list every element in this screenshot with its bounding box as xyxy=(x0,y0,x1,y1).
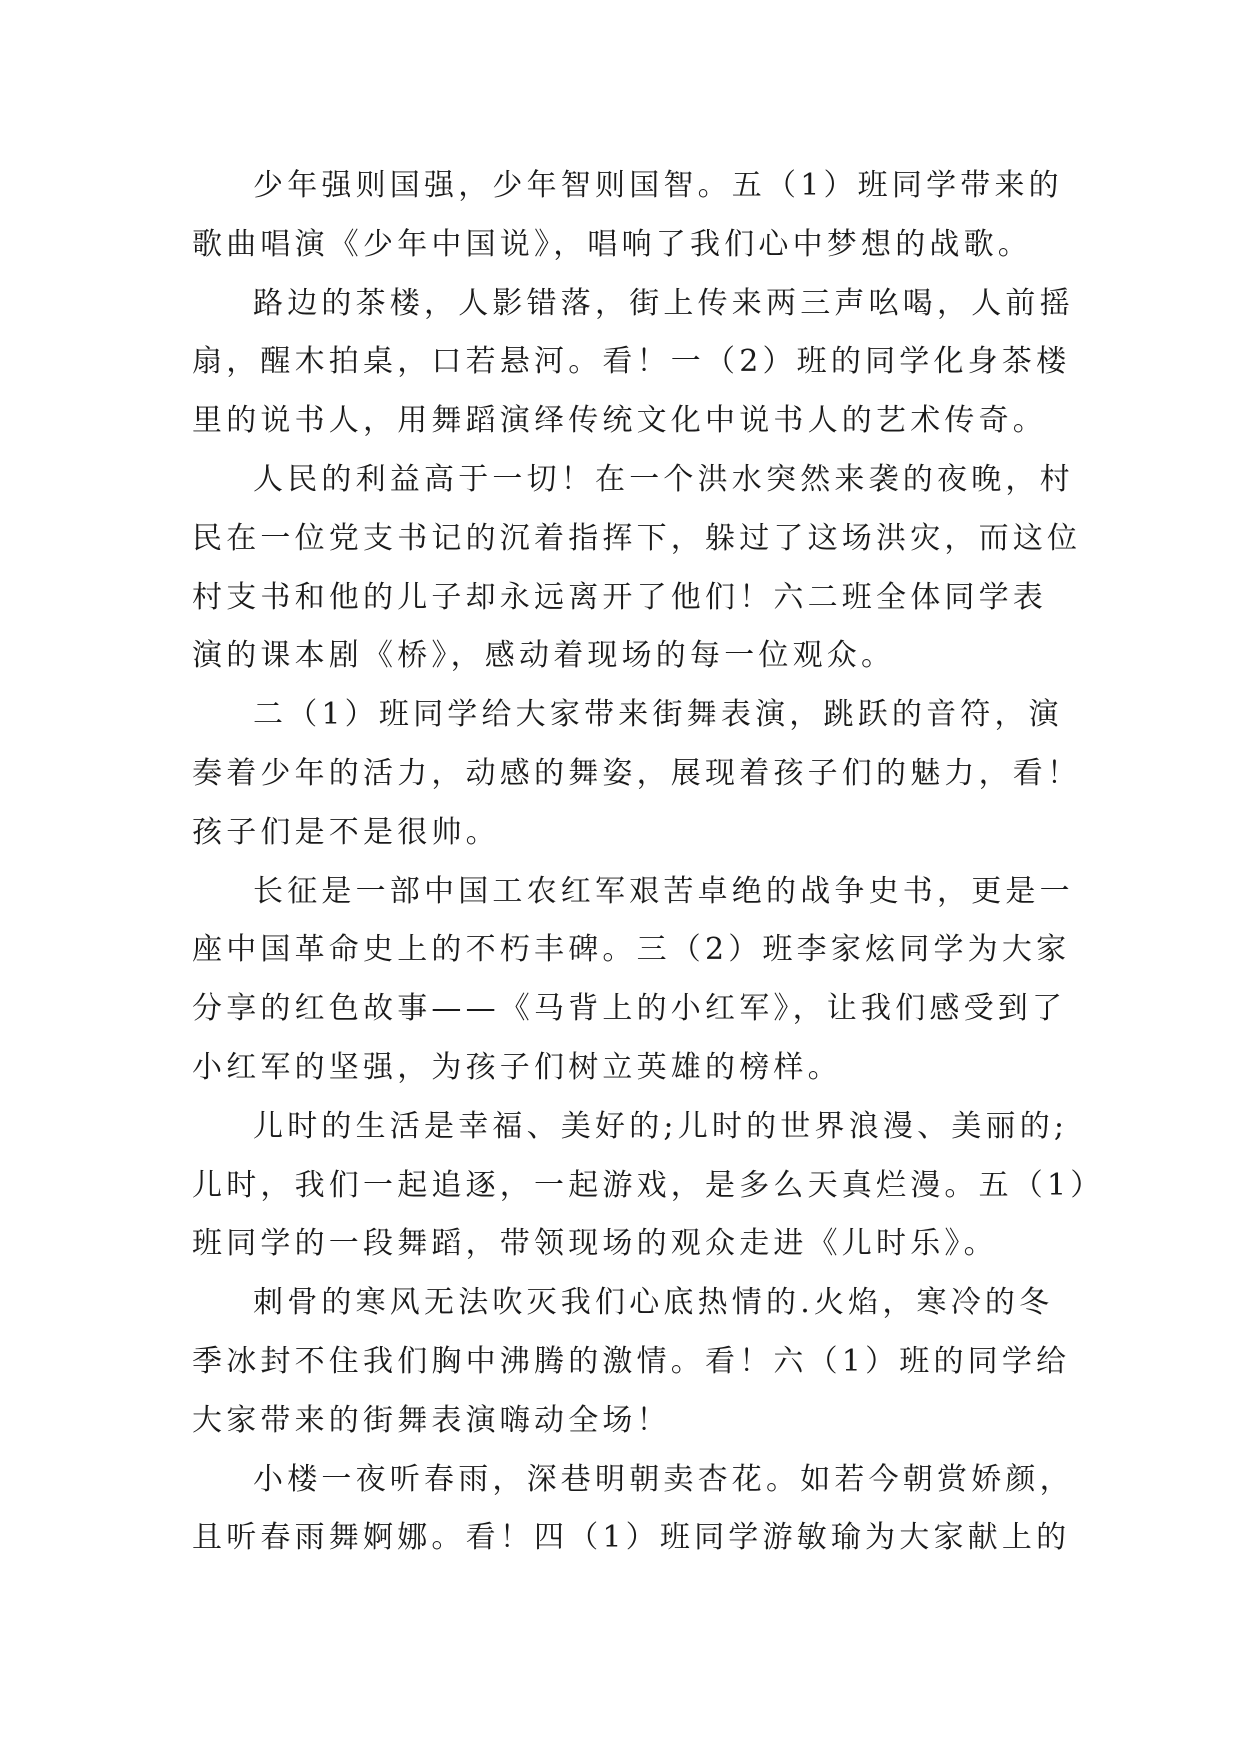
paragraph-6-line-2: 儿时，我们一起追逐，一起游戏，是多么天真烂漫。五（1） xyxy=(192,1167,1105,1203)
paragraph-1-line-1: 少年强则国强，少年智则国智。五（1）班同学带来的 xyxy=(253,168,1063,203)
paragraph-5-line-3: 分享的红色故事——《马背上的小红军》，让我们感受到了 xyxy=(192,991,1067,1027)
paragraph-4-line-3: 孩子们是不是很帅。 xyxy=(192,814,500,850)
paragraph-7-line-2: 季冰封不住我们胸中沸腾的激情。看！六（1）班的同学给 xyxy=(192,1343,1071,1379)
paragraph-3-line-2: 民在一位党支书记的沉着指挥下，躲过了这场洪灾，而这位 xyxy=(192,520,1082,556)
paragraph-7-line-3: 大家带来的街舞表演嗨动全场！ xyxy=(192,1402,671,1438)
document-body xyxy=(192,157,1105,1568)
paragraph-2-line-3: 里的说书人，用舞蹈演绎传统文化中说书人的艺术传奇。 xyxy=(192,403,1047,439)
paragraph-6-line-3: 班同学的一段舞蹈，带领现场的观众走进《儿时乐》。 xyxy=(192,1226,998,1262)
paragraph-6-line-1: 儿时的生活是幸福、美好的;儿时的世界浪漫、美丽的; xyxy=(253,1108,1069,1144)
paragraph-1-line-2: 歌曲唱演《少年中国说》，唱响了我们心中梦想的战歌。 xyxy=(192,226,1032,262)
paragraph-3-line-4: 演的课本剧《桥》，感动着现场的每一位观众。 xyxy=(192,638,896,674)
paragraph-2-line-2: 扇，醒木拍桌，口若悬河。看！一（2）班的同学化身茶楼 xyxy=(192,344,1071,380)
paragraph-5-line-4: 小红军的坚强，为孩子们树立英雄的榜样。 xyxy=(192,1049,842,1085)
paragraph-8-line-1: 小楼一夜听春雨，深巷明朝卖杏花。如若今朝赏娇颜， xyxy=(253,1461,1074,1497)
paragraph-8-line-2: 且听春雨舞婀娜。看！四（1）班同学游敏瑜为大家献上的 xyxy=(192,1520,1071,1556)
paragraph-7-line-1: 刺骨的寒风无法吹灭我们心底热情的.火焰，寒冷的冬 xyxy=(253,1285,1054,1321)
paragraph-4-line-2: 奏着少年的活力，动感的舞姿，展现着孩子们的魅力，看！ xyxy=(192,755,1082,791)
paragraph-3-line-3: 村支书和他的儿子却永远离开了他们！六二班全体同学表 xyxy=(192,579,1047,615)
paragraph-5-line-1: 长征是一部中国工农红军艰苦卓绝的战争史书，更是一 xyxy=(253,873,1074,909)
paragraph-4-line-1: 二（1）班同学给大家带来街舞表演，跳跃的音符，演 xyxy=(253,697,1063,733)
paragraph-3-line-1: 人民的利益高于一切！在一个洪水突然来袭的夜晚，村 xyxy=(253,461,1074,497)
paragraph-2-line-1: 路边的茶楼，人影错落，街上传来两三声吆喝，人前摇 xyxy=(253,285,1074,321)
paragraph-5-line-2: 座中国革命史上的不朽丰碑。三（2）班李家炫同学为大家 xyxy=(192,932,1071,968)
